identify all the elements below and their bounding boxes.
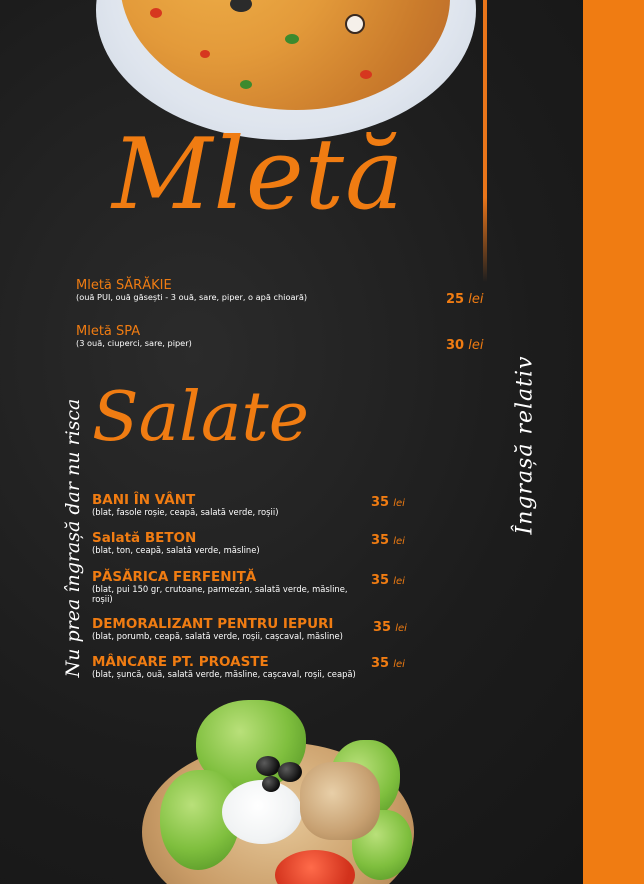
item-price [371, 533, 405, 548]
item-description: (blat, pui 150 gr, crutoane, parmezan, salată verde, măsline, roșii) [92, 583, 348, 604]
omelette-topping [285, 34, 299, 44]
price-value: 35 [371, 656, 390, 671]
menu-item-salata [92, 617, 343, 642]
item-name: DEMORALIZANT PENTRU IEPURI [92, 616, 334, 632]
item-description: (blat, fasole roșie, ceapă, salată verde, roșii) [92, 506, 279, 517]
chicken-pieces-shape [300, 762, 380, 840]
olive [278, 762, 302, 782]
feta-cheese-shape [222, 780, 302, 844]
menu-item-salata [92, 655, 356, 680]
item-description: (blat, porumb, ceapă, salată verde, roșii, cașcaval, măsline) [92, 630, 343, 641]
menu-item-mleta-spa [76, 325, 192, 349]
item-name: BANI ÎN VÂNT [92, 492, 196, 508]
item-price [373, 620, 407, 635]
price-value: 30 [446, 338, 465, 353]
item-name: MÂNCARE PT. PROASTE [92, 654, 269, 670]
item-name: Mletă SĂRĂKIE [76, 278, 172, 293]
salate-heading: Salate [92, 378, 309, 457]
menu-item-salata [92, 570, 352, 604]
price-currency: lei [393, 536, 405, 547]
mleta-heading: Mletă [112, 118, 405, 232]
item-description: (3 ouă, ciuperci, sare, piper) [76, 338, 192, 349]
price-value: 35 [373, 620, 392, 635]
item-name: PĂSĂRICA FERFENIȚĂ [92, 569, 257, 585]
side-slogan-left: Nu prea îngrașă dar nu risca [62, 398, 84, 678]
omelette-topping [240, 80, 252, 89]
menu-item-mleta-sarakie [76, 279, 307, 303]
item-description: (blat, șuncă, ouă, salată verde, măsline, cașcaval, roșii, ceapă) [92, 668, 356, 679]
price-value: 35 [371, 573, 390, 588]
price-currency: lei [395, 623, 407, 634]
item-price [446, 338, 483, 353]
omelette-topping [345, 14, 365, 34]
item-price [371, 573, 405, 588]
omelette-topping [360, 70, 372, 79]
omelette-topping [150, 8, 162, 18]
price-currency: lei [393, 498, 405, 509]
side-slogan-right: Îngrașă relativ [512, 355, 538, 535]
menu-item-salata [92, 531, 260, 556]
price-currency: lei [468, 338, 484, 353]
price-value: 35 [371, 495, 390, 510]
item-price [371, 656, 405, 671]
price-currency: lei [393, 659, 405, 670]
item-description: (blat, ton, ceapă, salată verde, măsline) [92, 544, 260, 555]
item-name: Salată BETON [92, 530, 197, 546]
price-currency: lei [393, 576, 405, 587]
item-price [371, 495, 405, 510]
item-name: Mletă SPA [76, 324, 141, 339]
item-description: (ouă PUI, ouă găsești - 3 ouă, sare, piper, o apă chioară) [76, 292, 308, 303]
orange-divider-line [483, 0, 487, 282]
omelette-topping [200, 50, 210, 58]
olive [262, 776, 280, 792]
price-value: 35 [371, 533, 390, 548]
item-price [446, 292, 483, 307]
price-currency: lei [468, 292, 484, 307]
price-value: 25 [446, 292, 465, 307]
orange-side-band [583, 0, 644, 884]
olive [256, 756, 280, 776]
menu-item-salata [92, 493, 278, 518]
